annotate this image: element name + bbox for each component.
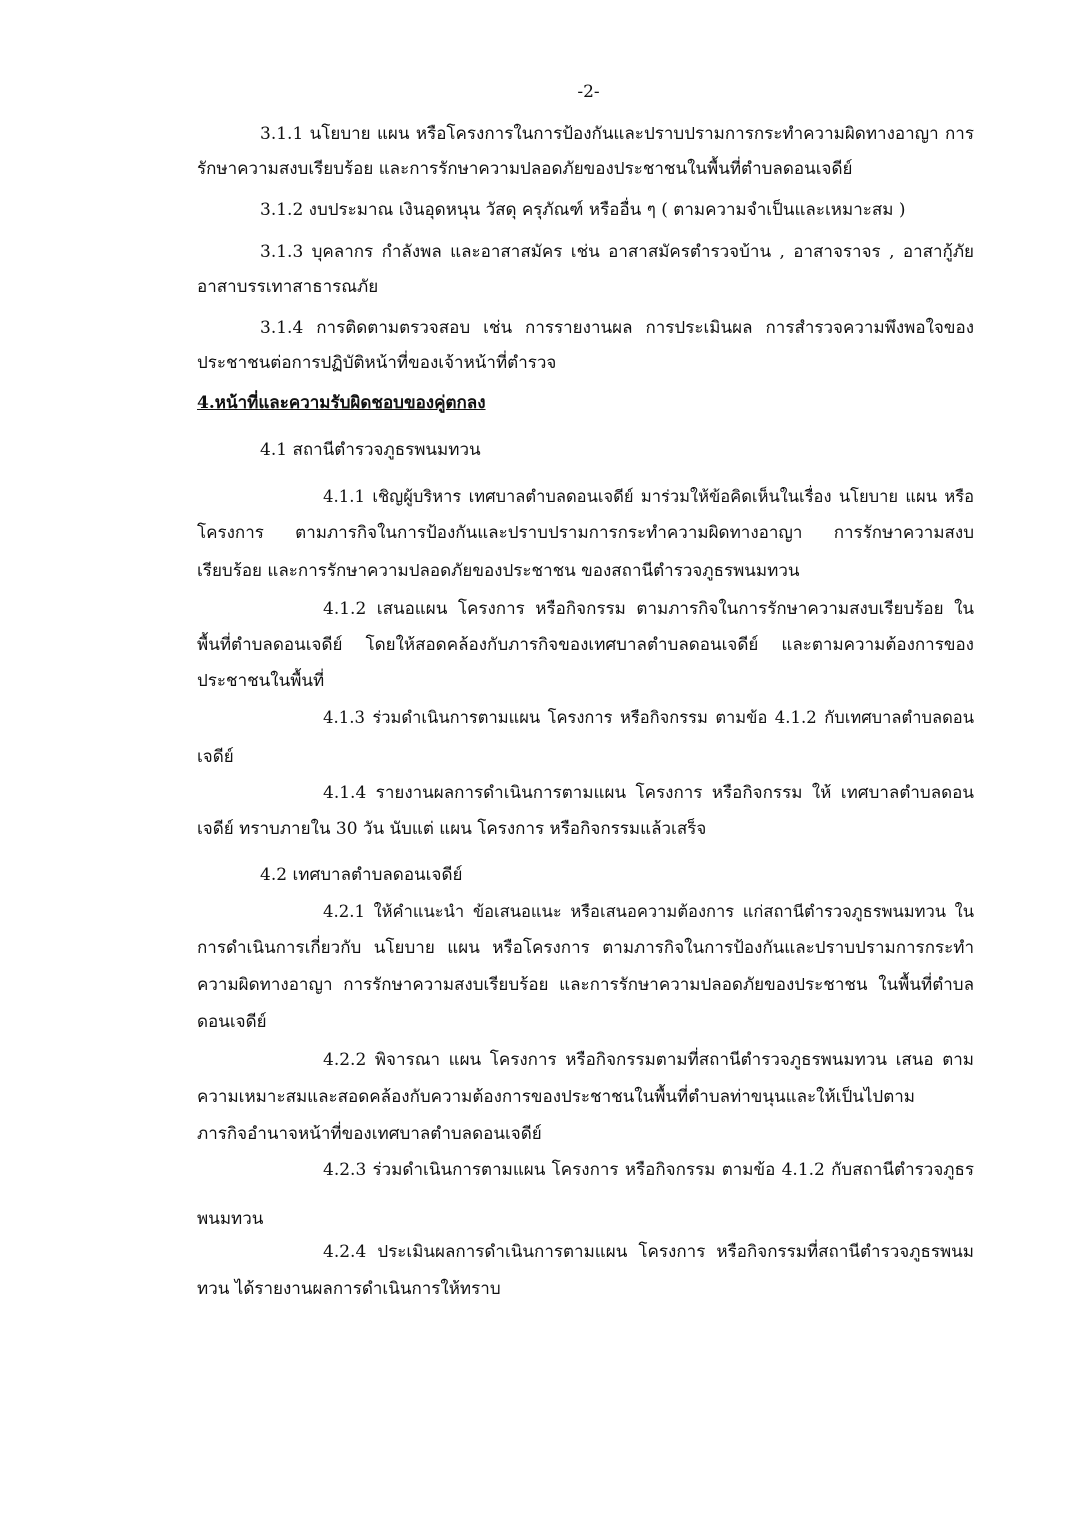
subsection-heading: 4.1 สถานีตำรวจภูธรพนมทวน [260,440,481,460]
paragraph-line: ประชาชนในพื้นที่ [197,671,325,691]
page-number: -2- [577,82,600,102]
paragraph-line: เรียบร้อย และการรักษาความปลอดภัยของประชาชน ของสถานีตำรวจภูธรพนมทวน [197,561,800,581]
paragraph-line: 4.1.2 เสนอแผน โครงการ หรือกิจกรรม ตามภารกิจในการรักษาความสงบเรียบร้อย ใน [323,599,974,619]
paragraph-line: 4.1.4 รายงานผลการดำเนินการตามแผน โครงการ หรือกิจกรรม ให้ เทศบาลตำบลดอน [323,783,974,803]
paragraph-line: ดอนเจดีย์ [197,1012,267,1032]
paragraph-line: เจดีย์ ทราบภายใน 30 วัน นับแต่ แผน โครงการ หรือกิจกรรมแล้วเสร็จ [197,819,707,839]
paragraph-line: ความผิดทางอาญา การรักษาความสงบเรียบร้อย และการรักษาความปลอดภัยของประชาชน ในพื้นที่ตำบล [197,975,974,995]
paragraph-line: รักษาความสงบเรียบร้อย และการรักษาความปลอดภัยของประชาชนในพื้นที่ตำบลดอนเจดีย์ [197,159,853,179]
paragraph-line: ทวน ได้รายงานผลการดำเนินการให้ทราบ [197,1279,501,1299]
paragraph-line: เจดีย์ [197,747,234,767]
paragraph-line: 3.1.1 นโยบาย แผน หรือโครงการในการป้องกันและปราบปรามการกระทำความผิดทางอาญา การ [260,124,974,144]
paragraph-line: อาสาบรรเทาสาธารณภัย [197,277,379,297]
paragraph-line: 4.2.4 ประเมินผลการดำเนินการตามแผน โครงการ หรือกิจกรรมที่สถานีตำรวจภูธรพนม [323,1242,974,1262]
paragraph-line: ประชาชนต่อการปฏิบัติหน้าที่ของเจ้าหน้าที่ตำรวจ [197,353,557,373]
paragraph-line: 4.1.3 ร่วมดำเนินการตามแผน โครงการ หรือกิจกรรม ตามข้อ 4.1.2 กับเทศบาลตำบลดอน [323,708,974,727]
paragraph-line: พนมทวน [197,1209,264,1229]
paragraph-line: 3.1.2 งบประมาณ เงินอุดหนุน วัสดุ ครุภัณฑ์ หรืออื่น ๆ ( ตามความจำเป็นและเหมาะสม ) [260,200,906,220]
subsection-heading: 4.2 เทศบาลตำบลดอนเจดีย์ [260,865,463,885]
section-heading: 4.หน้าที่และความรับผิดชอบของคู่ตกลง [197,393,486,413]
paragraph-line: ความเหมาะสมและสอดคล้องกับความต้องการของประชาชนในพื้นที่ตำบลท่าขนุนและให้เป็นไปตาม [197,1087,916,1107]
paragraph-line: 4.2.3 ร่วมดำเนินการตามแผน โครงการ หรือกิจกรรม ตามข้อ 4.1.2 กับสถานีตำรวจภูธร [323,1160,974,1180]
paragraph-line: การดำเนินการเกี่ยวกับ นโยบาย แผน หรือโครงการ ตามภารกิจในการป้องกันและปราบปรามการกระทำ [197,938,974,958]
paragraph-line: 3.1.3 บุคลากร กำลังพล และอาสาสมัคร เช่น อาสาสมัครตำรวจบ้าน , อาสาจราจร , อาสากู้ภัย [260,242,974,262]
paragraph-line: 3.1.4 การติดตามตรวจสอบ เช่น การรายงานผล การประเมินผล การสำรวจความพึงพอใจของ [260,318,974,338]
paragraph-line: 4.2.2 พิจารณา แผน โครงการ หรือกิจกรรมตามที่สถานีตำรวจภูธรพนมทวน เสนอ ตาม [323,1050,974,1070]
paragraph-line: ภารกิจอำนาจหน้าที่ของเทศบาลตำบลดอนเจดีย์ [197,1124,542,1144]
paragraph-line: พื้นที่ตำบลดอนเจดีย์ โดยให้สอดคล้องกับภารกิจของเทศบาลตำบลดอนเจดีย์ และตามความต้องการของ [197,635,974,655]
paragraph-line: 4.1.1 เชิญผู้บริหาร เทศบาลตำบลดอนเจดีย์ มาร่วมให้ข้อคิดเห็นในเรื่อง นโยบาย แผน หรือ [323,487,974,506]
paragraph-line: 4.2.1 ให้คำแนะนำ ข้อเสนอแนะ หรือเสนอความต้องการ แก่สถานีตำรวจภูธรพนมทวน ใน [323,902,974,921]
paragraph-line: โครงการ ตามภารกิจในการป้องกันและปราบปรามการกระทำความผิดทางอาญา การรักษาความสงบ [197,523,974,543]
